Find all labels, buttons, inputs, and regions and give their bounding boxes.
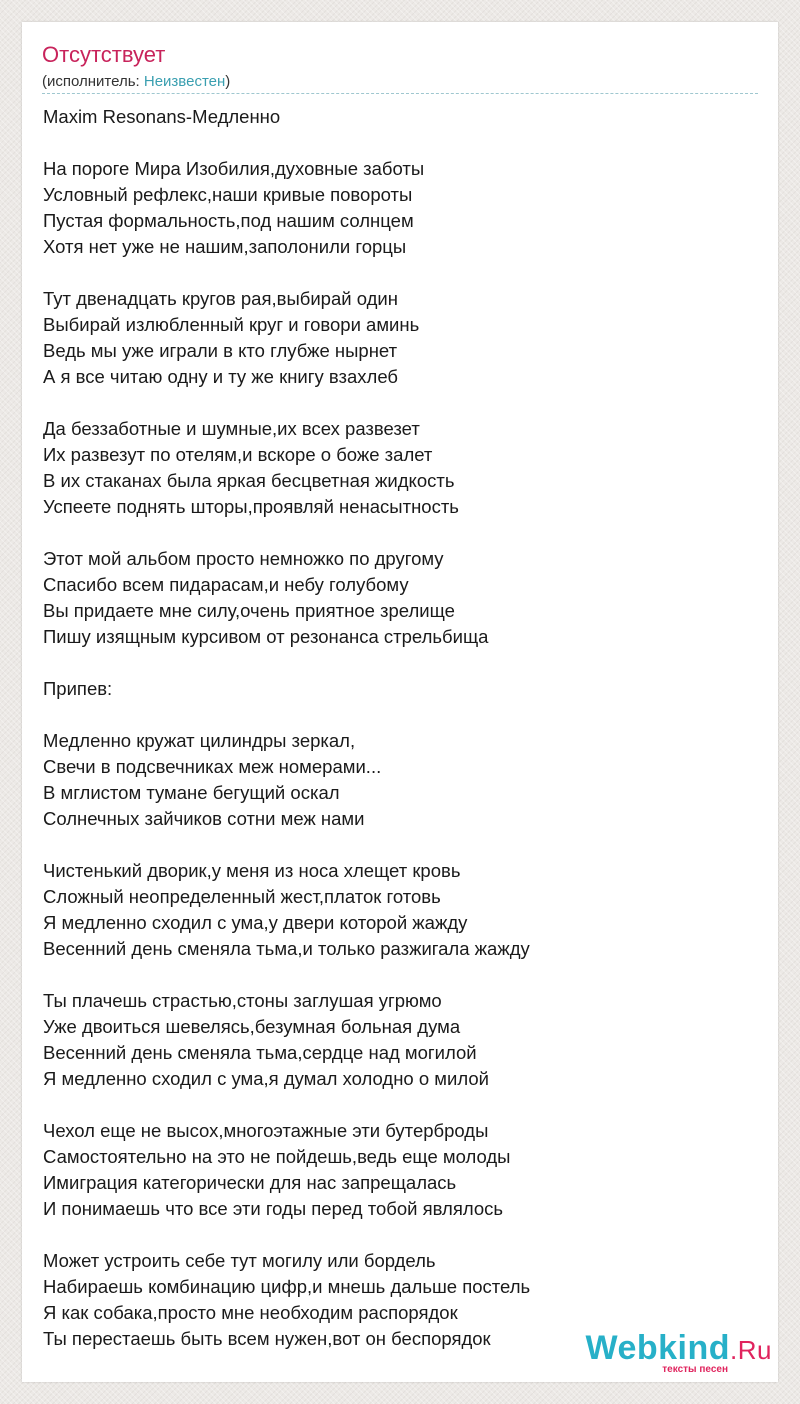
artist-suffix: ): [225, 73, 231, 90]
lyric-line: Хотя нет уже не нашим,заполонили горцы: [43, 236, 407, 257]
lyric-line: Пустая формальность,под нашим солнцем: [43, 210, 414, 231]
lyric-line: Спасибо всем пидарасам,и небу голубому: [43, 574, 409, 595]
lyric-line: Чистенький дворик,у меня из носа хлещет кровь: [43, 860, 461, 881]
song-title: Отсутствует: [42, 42, 166, 67]
lyric-line: И понимаешь что все эти годы перед тобой являлось: [43, 1198, 504, 1219]
lyric-line: На пороге Мира Изобилия,духовные заботы: [43, 158, 425, 179]
blank-line: [43, 390, 763, 416]
lyric-line: Да беззаботные и шумные,их всех развезет: [43, 418, 420, 439]
lyric-line: Тут двенадцать кругов рая,выбирай один: [43, 288, 398, 309]
blank-line: [43, 260, 763, 286]
lyric-line: Я как собака,просто мне необходим распорядок: [43, 1302, 458, 1323]
lyric-line: Я медленно сходил с ума,я думал холодно о милой: [43, 1068, 489, 1089]
title-divider: [42, 93, 758, 94]
artist-line: [42, 72, 230, 92]
lyric-line: Ты плачешь страстью,стоны заглушая угрюмо: [43, 990, 442, 1011]
lyric-line: Ведь мы уже играли в кто глубже нырнет: [43, 340, 398, 361]
lyric-line: Пишу изящным курсивом от резонанса стрельбища: [43, 626, 489, 647]
blank-line: [43, 520, 763, 546]
lyric-line: Их развезут по отелям,и вскоре о боже залет: [43, 444, 433, 465]
lyric-line: Условный рефлекс,наши кривые повороты: [43, 184, 413, 205]
blank-line: [43, 1092, 763, 1118]
lyric-line: Медленно кружат цилиндры зеркал,: [43, 730, 356, 751]
lyric-line: В их стаканах была яркая бесцветная жидкость: [43, 470, 455, 491]
blank-line: [43, 650, 763, 676]
lyric-line: Имиграция категорически для нас запрещалась: [43, 1172, 457, 1193]
lyric-line: Я медленно сходил с ума,у двери которой жажду: [43, 912, 468, 933]
lyric-line: Набираешь комбинацию цифр,и мнешь дальше постель: [43, 1276, 531, 1297]
lyric-line: Самостоятельно на это не пойдешь,ведь еще молоды: [43, 1146, 511, 1167]
lyric-line: Выбирай излюбленный круг и говори аминь: [43, 314, 420, 335]
artist-link[interactable]: Неизвестен: [143, 73, 226, 90]
blank-line: [43, 832, 763, 858]
blank-line: [43, 130, 763, 156]
logo-tagline: тексты песен: [662, 1364, 728, 1375]
logo-main-text: Webkind: [585, 1329, 731, 1367]
lyric-line: Весенний день сменяла тьма,сердце над могилой: [43, 1042, 477, 1063]
blank-line: [43, 962, 763, 988]
artist-prefix: (исполнитель:: [42, 73, 144, 90]
logo-tld: .Ru: [730, 1335, 772, 1365]
lyric-line: А я все читаю одну и ту же книгу взахлеб: [43, 366, 399, 387]
lyric-line: Ты перестаешь быть всем нужен,вот он беспорядок: [43, 1328, 491, 1349]
lyric-line: В мглистом тумане бегущий оскал: [43, 782, 340, 803]
lyric-line: Солнечных зайчиков сотни меж нами: [43, 808, 365, 829]
blank-line: [43, 1222, 763, 1248]
lyric-line: Maxim Resonans-Медленно: [43, 106, 281, 127]
lyric-line: Успеете поднять шторы,проявляй ненасытность: [43, 496, 459, 517]
lyric-line: Уже двоиться шевелясь,безумная больная дума: [43, 1016, 461, 1037]
lyric-line: Весенний день сменяла тьма,и только разжигала жажду: [43, 938, 530, 959]
lyrics-card: [22, 22, 778, 1382]
lyric-line: Чехол еще не высох,многоэтажные эти бутерброды: [43, 1120, 489, 1141]
lyric-line: Сложный неопределенный жест,платок готовь: [43, 886, 441, 907]
blank-line: [43, 702, 763, 728]
webkind-logo[interactable]: [572, 1330, 772, 1376]
lyric-line: Свечи в подсвечниках меж номерами...: [43, 756, 382, 777]
lyrics-text: [43, 104, 763, 1352]
lyric-line: Вы придаете мне силу,очень приятное зрелище: [43, 600, 455, 621]
lyric-line: Этот мой альбом просто немножко по другому: [43, 548, 444, 569]
lyric-line: Может устроить себе тут могилу или бордель: [43, 1250, 436, 1271]
logo-wordmark: [585, 1330, 772, 1368]
lyric-line: Припев:: [43, 678, 113, 699]
